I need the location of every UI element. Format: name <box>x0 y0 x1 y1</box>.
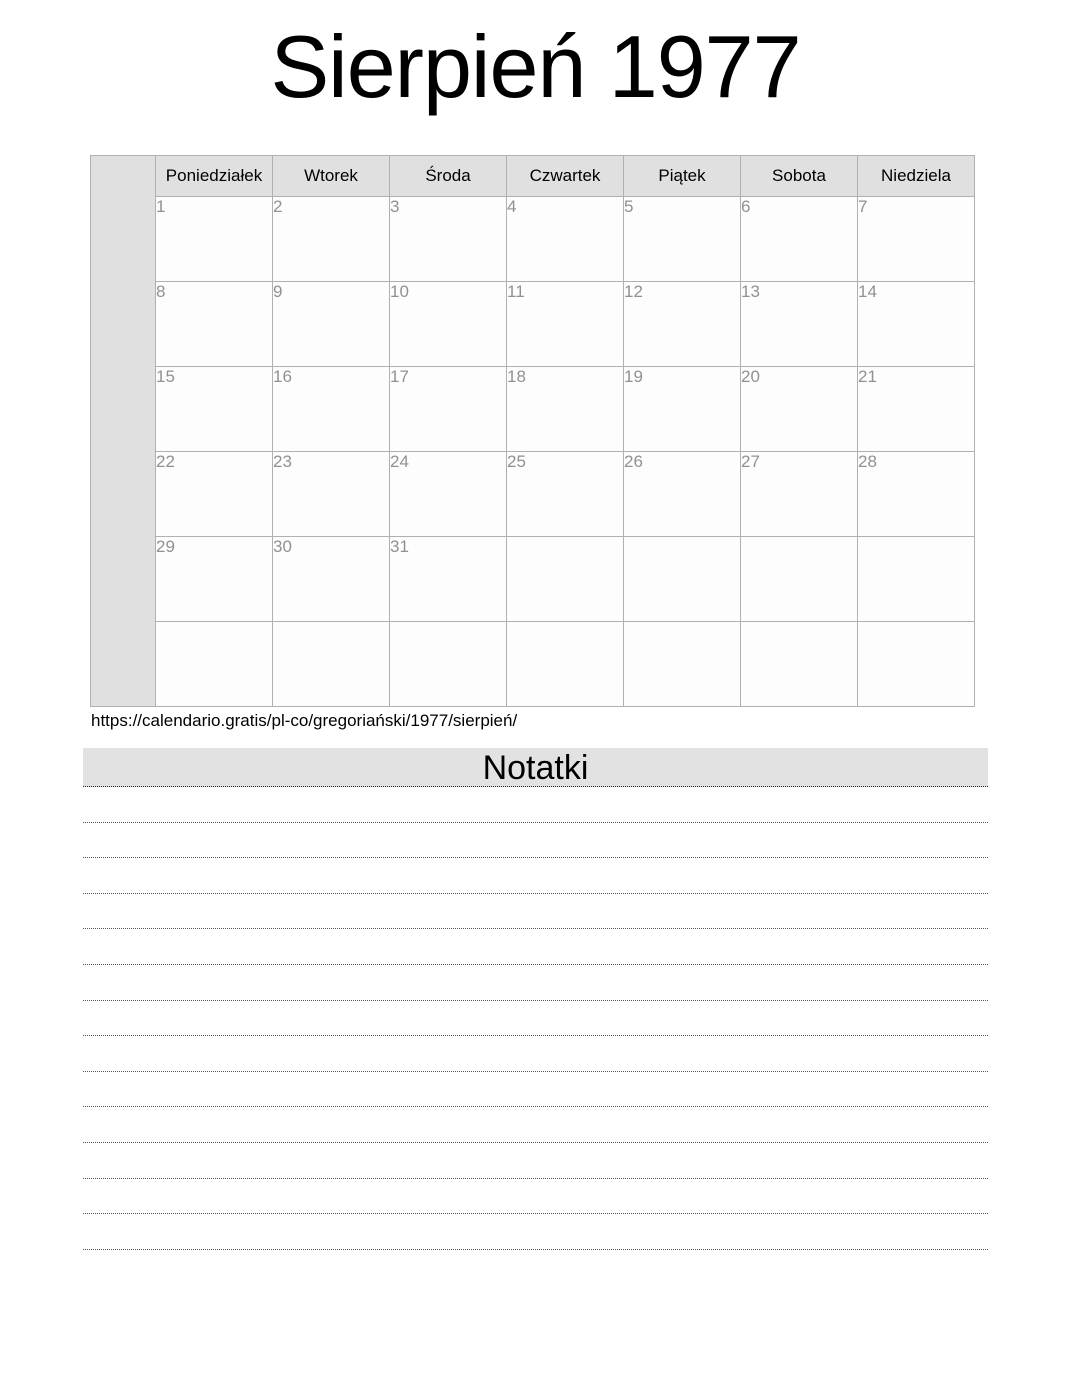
day-cell-11: 11 <box>507 282 624 367</box>
day-cell-3: 3 <box>390 197 507 282</box>
day-cell-13: 13 <box>741 282 858 367</box>
day-cell-31: 31 <box>390 537 507 622</box>
calendar-header-row <box>91 156 975 197</box>
day-cell-empty <box>741 622 858 707</box>
calendar-week-row <box>91 622 975 707</box>
day-cell-6: 6 <box>741 197 858 282</box>
note-line <box>83 823 988 859</box>
note-line <box>83 965 988 1001</box>
calendar-table <box>90 155 975 707</box>
note-line <box>83 894 988 930</box>
day-cell-10: 10 <box>390 282 507 367</box>
day-cell-empty <box>858 622 975 707</box>
day-header-6: Sobota <box>741 156 858 197</box>
day-header-2: Wtorek <box>273 156 390 197</box>
note-line <box>83 787 988 823</box>
day-cell-7: 7 <box>858 197 975 282</box>
day-cell-9: 9 <box>273 282 390 367</box>
page-title: Sierpień 1977 <box>270 17 801 116</box>
calendar-week-row <box>91 282 975 367</box>
day-cell-15: 15 <box>156 367 273 452</box>
day-cell-24: 24 <box>390 452 507 537</box>
calendar-week-row <box>91 452 975 537</box>
day-cell-4: 4 <box>507 197 624 282</box>
note-line <box>83 1179 988 1215</box>
day-cell-empty <box>624 537 741 622</box>
day-cell-27: 27 <box>741 452 858 537</box>
day-cell-14: 14 <box>858 282 975 367</box>
day-cell-empty <box>273 622 390 707</box>
day-cell-empty <box>507 622 624 707</box>
day-header-7: Niedziela <box>858 156 975 197</box>
note-line <box>83 1214 988 1250</box>
day-cell-30: 30 <box>273 537 390 622</box>
note-line <box>83 1036 988 1072</box>
day-cell-5: 5 <box>624 197 741 282</box>
day-cell-21: 21 <box>858 367 975 452</box>
day-cell-23: 23 <box>273 452 390 537</box>
note-line <box>83 1107 988 1143</box>
day-header-5: Piątek <box>624 156 741 197</box>
day-cell-20: 20 <box>741 367 858 452</box>
note-line <box>83 1072 988 1108</box>
day-cell-16: 16 <box>273 367 390 452</box>
day-cell-19: 19 <box>624 367 741 452</box>
calendar-week-row <box>91 537 975 622</box>
week-gutter-column <box>91 156 156 707</box>
day-cell-26: 26 <box>624 452 741 537</box>
calendar-week-row <box>91 197 975 282</box>
day-cell-17: 17 <box>390 367 507 452</box>
day-cell-22: 22 <box>156 452 273 537</box>
day-cell-empty <box>390 622 507 707</box>
day-cell-8: 8 <box>156 282 273 367</box>
day-cell-empty <box>858 537 975 622</box>
day-header-4: Czwartek <box>507 156 624 197</box>
note-line <box>83 1143 988 1179</box>
source-url: https://calendario.gratis/pl-co/gregoriański/1977/sierpień/ <box>91 711 518 730</box>
day-cell-18: 18 <box>507 367 624 452</box>
note-line <box>83 1001 988 1037</box>
day-cell-12: 12 <box>624 282 741 367</box>
day-header-1: Poniedziałek <box>156 156 273 197</box>
note-line <box>83 929 988 965</box>
notes-title: Notatki <box>83 748 988 787</box>
notes-lines <box>83 787 988 1250</box>
notes-section <box>83 748 988 1250</box>
day-cell-empty <box>741 537 858 622</box>
day-cell-empty <box>156 622 273 707</box>
day-cell-2: 2 <box>273 197 390 282</box>
day-header-3: Środa <box>390 156 507 197</box>
day-cell-1: 1 <box>156 197 273 282</box>
day-cell-28: 28 <box>858 452 975 537</box>
day-cell-empty <box>624 622 741 707</box>
calendar-week-row <box>91 367 975 452</box>
note-line <box>83 858 988 894</box>
day-cell-29: 29 <box>156 537 273 622</box>
day-cell-25: 25 <box>507 452 624 537</box>
day-cell-empty <box>507 537 624 622</box>
